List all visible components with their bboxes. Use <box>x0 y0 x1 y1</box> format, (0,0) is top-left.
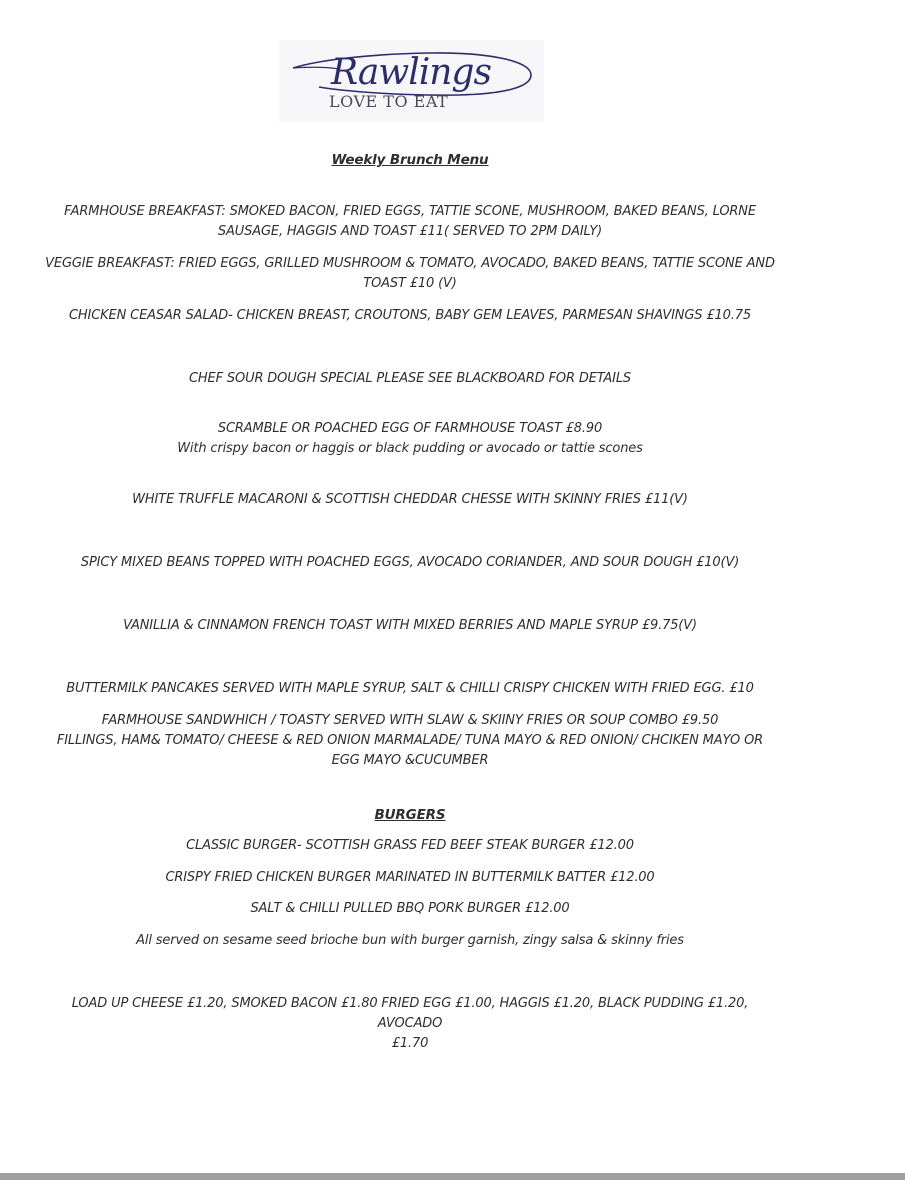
item-line: EGG MAYO &CUCUMBER <box>331 753 489 768</box>
item-line: SCRAMBLE OR POACHED EGG OF FARMHOUSE TOAST £8.90 <box>217 421 603 436</box>
menu-title: Weekly Brunch Menu <box>331 152 489 168</box>
item-line: CRISPY FRIED CHICKEN BURGER MARINATED IN BUTTERMILK BATTER £12.00 <box>165 870 655 885</box>
menu-item-veggie-breakfast <box>40 254 780 294</box>
menu-item-french-toast <box>40 616 780 636</box>
item-line: WHITE TRUFFLE MACARONI & SCOTTISH CHEDDAR CHESSE WITH SKINNY FRIES £11(V) <box>132 492 688 507</box>
item-line: SPICY MIXED BEANS TOPPED WITH POACHED EGGS, AVOCADO CORIANDER, AND SOUR DOUGH £10(V) <box>80 555 740 570</box>
burgers-note: All served on sesame seed brioche bun with burger garnish, zingy salsa & skinny fries <box>136 933 684 948</box>
menu-item-sour-dough-special <box>40 369 780 389</box>
item-line: £1.70 <box>391 1036 429 1051</box>
menu-item-egg-toast <box>40 419 780 459</box>
item-line: LOAD UP CHEESE £1.20, SMOKED BACON £1.80 FRIED EGG £1.00, HAGGIS £1.20, BLACK PUDDING £1.20, AVOCADO <box>71 996 749 1031</box>
bottom-divider <box>0 1173 905 1180</box>
item-line: CHICKEN CEASAR SALAD- CHICKEN BREAST, CROUTONS, BABY GEM LEAVES, PARMESAN SHAVINGS £10.75 <box>69 308 751 323</box>
item-subline: With crispy bacon or haggis or black pudding or avocado or tattie scones <box>177 441 643 456</box>
item-line: FARMHOUSE SANDWHICH / TOASTY SERVED WITH SLAW & SKIINY FRIES OR SOUP COMBO £9.50 <box>101 713 719 728</box>
menu-item-farmhouse-breakfast <box>40 202 780 242</box>
burgers-heading: BURGERS <box>374 807 446 823</box>
item-line: SALT & CHILLI PULLED BBQ PORK BURGER £12.00 <box>250 901 570 916</box>
menu-item-ceasar-salad <box>40 306 780 326</box>
item-line: VEGGIE BREAKFAST: FRIED EGGS, GRILLED MUSHROOM & TOMATO, AVOCADO, BAKED BEANS, TATTIE SCONE AND <box>45 256 775 271</box>
load-up-extras <box>40 994 780 1054</box>
menu-item-pancakes <box>40 679 780 699</box>
menu-item-truffle-macaroni <box>40 490 780 510</box>
burger-item <box>40 836 780 856</box>
burger-item <box>40 899 780 919</box>
item-line: SAUSAGE, HAGGIS AND TOAST £11( SERVED TO 2PM DAILY) <box>217 224 603 239</box>
menu-item-spicy-beans <box>40 553 780 573</box>
item-line: TOAST £10 (V) <box>363 276 457 291</box>
logo <box>279 40 544 122</box>
logo-tagline: LOVE TO EAT <box>329 92 449 111</box>
svg-text:Rawlings: Rawlings <box>331 52 491 93</box>
item-line: FARMHOUSE BREAKFAST: SMOKED BACON, FRIED EGGS, TATTIE SCONE, MUSHROOM, BAKED BEANS, LORNE <box>64 204 756 219</box>
item-line: FILLINGS, HAM& TOMATO/ CHEESE & RED ONION MARMALADE/ TUNA MAYO & RED ONION/ CHCIKEN MAYO OR <box>56 733 764 748</box>
item-line: CHEF SOUR DOUGH SPECIAL PLEASE SEE BLACKBOARD FOR DETAILS <box>188 371 632 386</box>
item-line: CLASSIC BURGER- SCOTTISH GRASS FED BEEF STEAK BURGER £12.00 <box>186 838 634 853</box>
burger-item <box>40 868 780 888</box>
item-line: BUTTERMILK PANCAKES SERVED WITH MAPLE SYRUP, SALT & CHILLI CRISPY CHICKEN WITH FRIED EGG. £10 <box>66 681 754 696</box>
item-line: VANILLIA & CINNAMON FRENCH TOAST WITH MIXED BERRIES AND MAPLE SYRUP £9.75(V) <box>123 618 697 633</box>
menu-item-sandwich <box>40 711 780 771</box>
